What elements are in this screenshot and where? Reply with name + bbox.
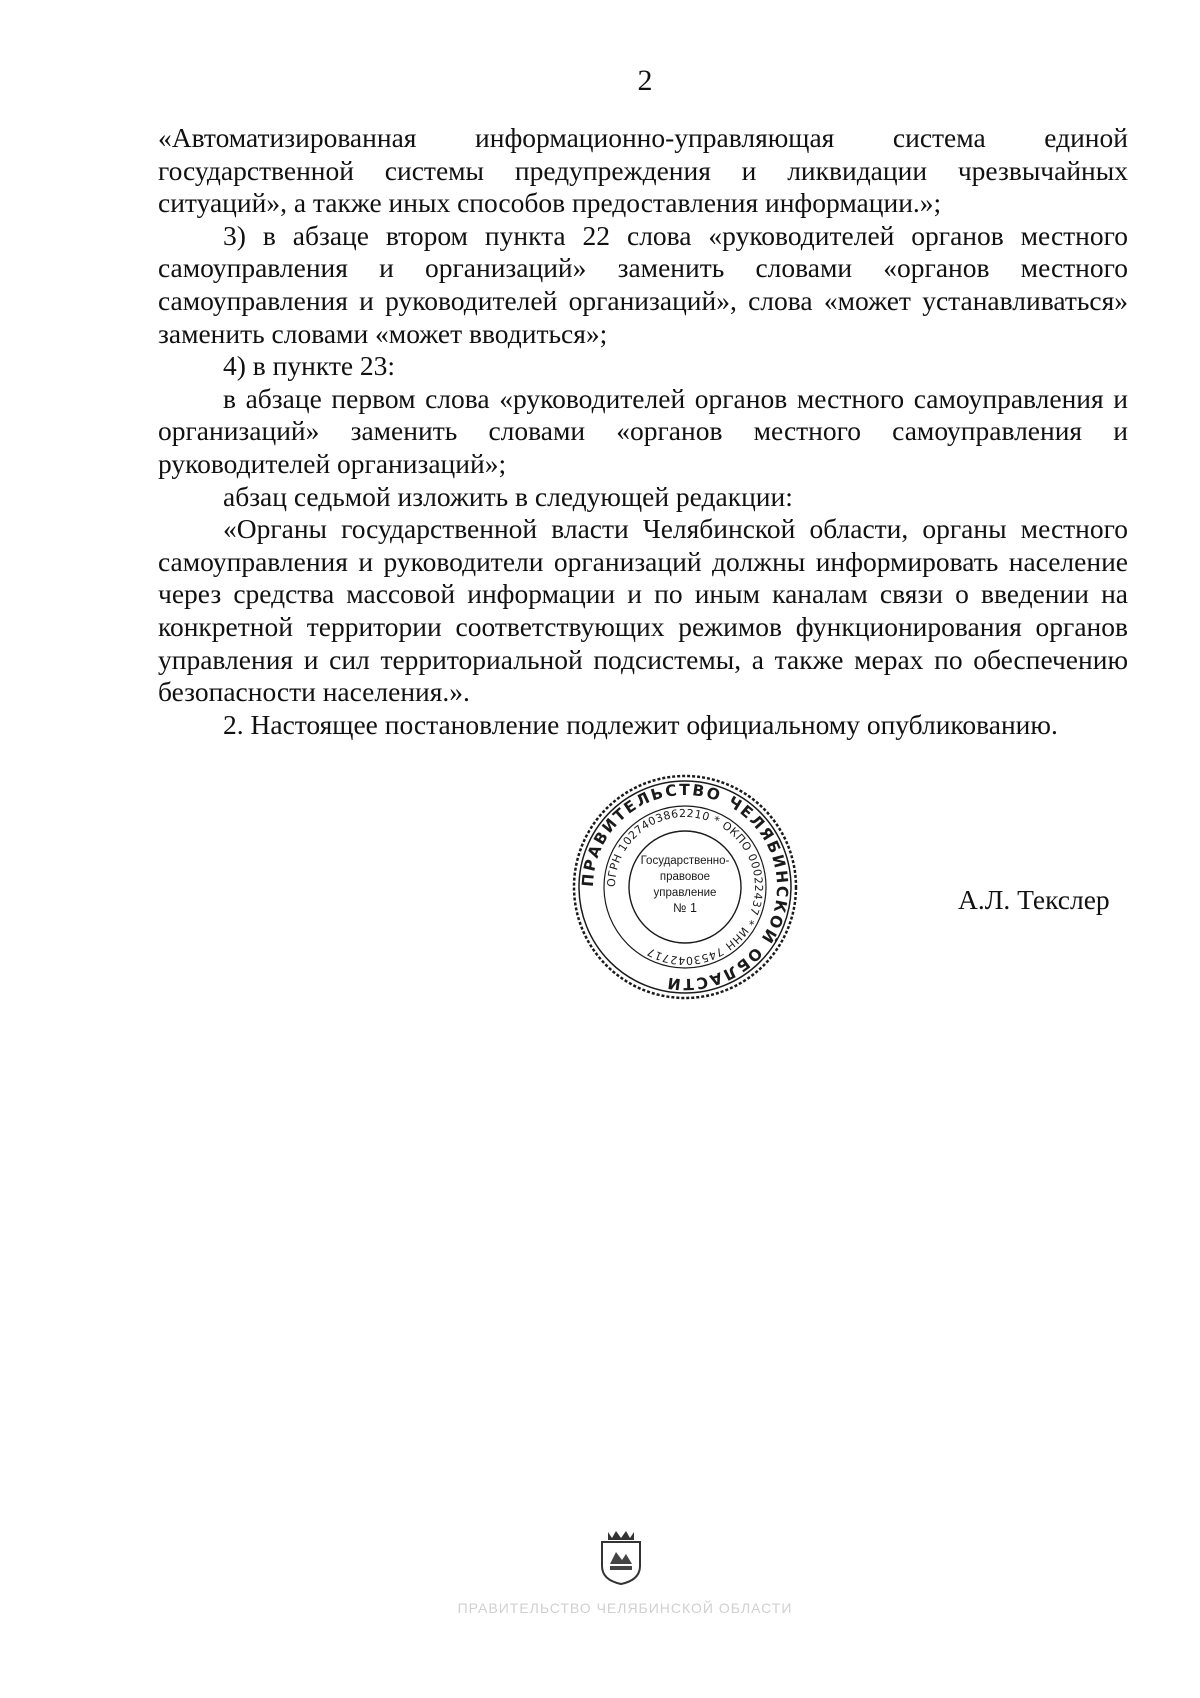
official-seal xyxy=(570,772,800,1002)
paragraph-item-4-abzats-7: абзац седьмой изложить в следующей редакции: xyxy=(223,480,793,512)
coat-of-arms-icon xyxy=(596,1528,646,1586)
seal-inner-text: ОГРН 1027403862210 * ОКПО 00022437 * ИНН 7453042717 xyxy=(604,806,766,968)
paragraph-continuation: «Автоматизированная информационно-управляющая система единой государственной системы предупреждения и ликвидации чрезвычайных ситуаций», а также иных способов предоставления информации.»; xyxy=(158,122,1128,219)
paragraph-item-4: 4) в пункте 23: xyxy=(223,350,396,382)
page-number: 2 xyxy=(637,64,653,97)
seal-center-line-2: правовое xyxy=(659,871,711,883)
paragraph-item-4-abzats-1: в абзаце первом слова «руководителей органов местного самоуправления и организаций» заменить словами «органов местного самоуправления и руководителей организаций»; xyxy=(158,382,1128,479)
signatory-name: А.Л. Текслер xyxy=(958,884,1110,915)
paragraph-item-3: 3) в абзаце втором пункта 22 слова «руководителей органов местного самоуправления и организаций» заменить словами «органов местного самоуправления и руководителей организаций», слова «может устанавливаться» заменить словами «может вводиться»; xyxy=(158,219,1128,349)
document-body xyxy=(158,122,1128,741)
seal-center-line-3: управление xyxy=(653,887,717,899)
seal-outer-text: ПРАВИТЕЛЬСТВО ЧЕЛЯБИНСКОЙ ОБЛАСТИ xyxy=(578,780,792,994)
seal-center-line-4: № 1 xyxy=(673,901,697,915)
footer-watermark: ПРАВИТЕЛЬСТВО ЧЕЛЯБИНСКОЙ ОБЛАСТИ xyxy=(457,1600,793,1616)
seal-center-line-1: Государственно- xyxy=(640,855,730,867)
paragraph-new-wording: «Органы государственной власти Челябинской области, органы местного самоуправления и руководители организаций должны информировать население через средства массовой информации и по иным каналам связи о введении на конкретной территории соответствующих режимов функционирования органов управления и сил территориальной подсистемы, а также мерах по обеспечению безопасности населения.». xyxy=(158,513,1128,708)
paragraph-publication: 2. Настоящее постановление подлежит официальному опубликованию. xyxy=(223,708,1058,740)
